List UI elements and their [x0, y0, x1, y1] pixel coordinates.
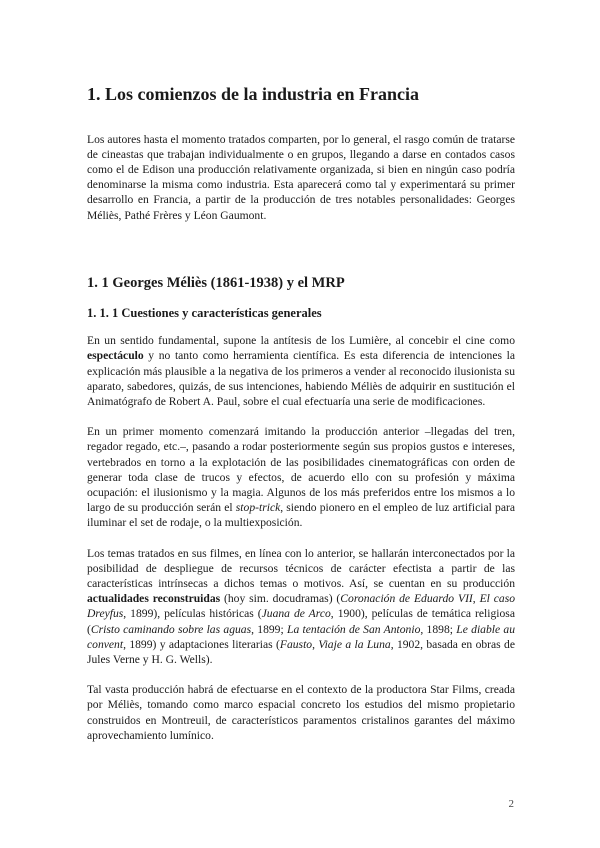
- paragraph-2-text: En un primer momento comenzará imitando la producción anterior –llegadas del tren, regador regado, etc.–, pasando a rodar posteriormente según sus propios gustos e intereses, vertebrados en torno a la explotación de las posibilidades cinematográficas con orden de generar toda clase de trucos y efectos, de acuerdo ello con su profesión y máxima ocupación: el ilusionismo y la magia. Algunos de los más preferidos entre los mismos a lo largo de su producción serán el: [87, 425, 515, 515]
- intro-paragraph: Los autores hasta el momento tratados comparten, por lo general, el rasgo común de tratarse de cineastas que trabajan individualmente o en grupos, llegando a darse en contados casos como el de Edison una producción relativamente organizada, si bien en ningún caso podría denominarse la misma como industria. Esta aparecerá como tal y experimentará su primer desarrollo en Francia, a partir de la producción de tres notables personalidades: Georges Méliès, Pathé Frères y Léon Gaumont.: [87, 132, 515, 222]
- paragraph-1-text: En un sentido fundamental, supone la antítesis de los Lumière, al concebir el cine como: [87, 334, 515, 348]
- film-title: El caso Dreyfus: [87, 592, 516, 621]
- paragraph-3-text: Los temas tratados en sus filmes, en línea con lo anterior, se hallarán interconectados por la posibilidad de despliegue de recursos técnicos de carácter efectista a partir de las características intrínsecas a dichos temas o motivos. Así, se cuentan en su producción: [87, 546, 515, 591]
- paragraph-4: Tal vasta producción habrá de efectuarse en el contexto de la productora Star Films, creada por Méliès, tomando como marco espacial concreto los estudios del mismo propietario construidos en Montreuil, de característicos paramentos cristalinos garantes del máximo aprovechamiento lumínico.: [87, 683, 515, 742]
- paragraph-3-text: , 1898;: [420, 622, 457, 636]
- paragraph-3-text: ,: [312, 637, 319, 651]
- subsection-heading: 1. 1. 1 Cuestiones y características generales: [87, 306, 322, 321]
- paragraph-3-text: , 1902, basada en obras de Jules Verne y H. G. Wells).: [87, 637, 515, 667]
- film-title: Coronación de Eduardo VII: [340, 592, 473, 606]
- term-stop-trick: stop-trick: [235, 501, 281, 515]
- film-title: Fausto: [279, 637, 313, 651]
- film-title: Le diable au convent: [87, 622, 516, 651]
- term-espectaculo: espectáculo: [87, 349, 144, 363]
- section-heading: 1. 1 Georges Méliès (1861-1938) y el MRP: [87, 274, 345, 291]
- paragraph-3-text: ,: [472, 592, 480, 606]
- film-title: Juana de Arco: [261, 607, 331, 621]
- paragraph-3-text: , 1899) y adaptaciones literarias (: [123, 637, 280, 651]
- paragraph-2-text: , siendo pionero en el empleo de luz artificial para iluminar el set de rodaje, o la multiexposición.: [87, 501, 515, 530]
- paragraph-3: [87, 546, 515, 668]
- paragraph-3-text: , 1899;: [251, 622, 287, 636]
- paragraph-1: [87, 333, 515, 409]
- film-title: Viaje a la Luna: [318, 637, 391, 651]
- document-body: [87, 84, 515, 743]
- paragraph-3-text: (hoy sim. docudramas) (: [220, 592, 341, 606]
- paragraph-3-text: , 1900), películas de temática religiosa (: [87, 607, 515, 636]
- film-title: La tentación de San Antonio: [287, 622, 421, 636]
- paragraph-3-text: , 1899), películas históricas (: [123, 607, 262, 621]
- paragraph-1-text: y no tanto como herramienta científica. Es esta diferencia de intenciones la explicación más plausible a la negativa de los primeros a vender al reconocido ilusionista su aparato, sabedores, quizás, de sus intenciones, habiendo Méliès de adquirir en sustitución el Animatógrafo de Robert A. Paul, sobre el cual efectuaría una serie de modificaciones.: [87, 349, 515, 409]
- chapter-title: 1. Los comienzos de la industria en Francia: [87, 84, 419, 104]
- paragraph-2: [87, 424, 515, 530]
- page-number: 2: [508, 798, 514, 810]
- term-actualidades: actualidades reconstruidas: [87, 592, 221, 606]
- film-title: Cristo caminando sobre las aguas: [90, 622, 252, 636]
